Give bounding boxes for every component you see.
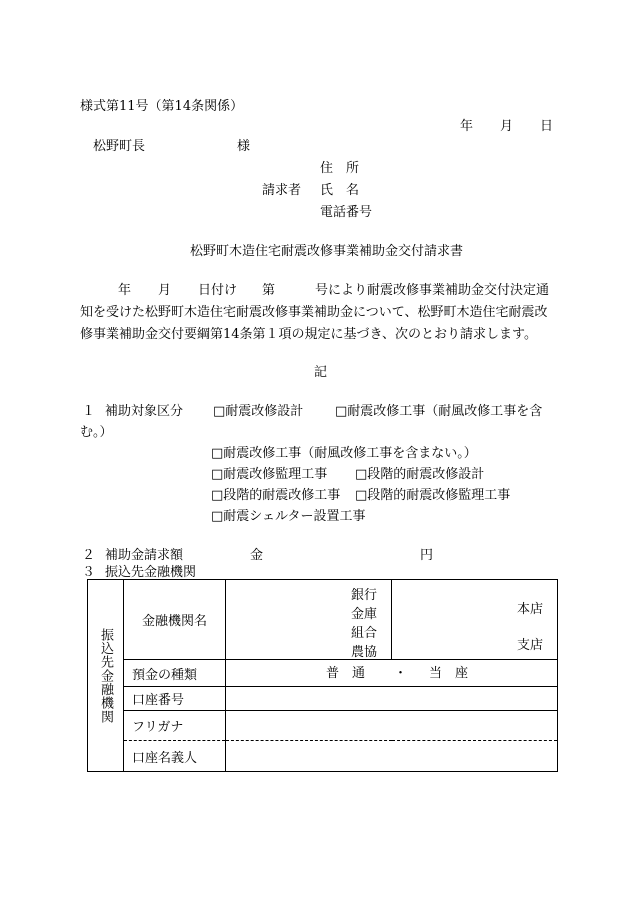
addressee-name: 松野町長 [93,139,146,154]
holder-input[interactable] [226,741,558,772]
institution-types [351,586,377,662]
section1-label: 補助対象区分 [105,404,184,419]
type-kumiai: 組合 [350,626,377,641]
section2-label: 補助金請求額 [105,548,184,563]
bank-side-label: 振込先金融機関 [98,627,113,724]
holder-label: 口座名義人 [132,750,198,766]
branch-cell[interactable] [392,580,558,660]
option-seismic-work-incl-wind-cont: む。） [80,425,113,440]
holder-label-cell [124,741,226,772]
option-seismic-work-incl-wind[interactable]: □耐震改修工事（耐風改修工事を含 [335,404,543,419]
type-nokyo: 農協 [350,645,377,660]
type-shinkin: 金庫 [350,607,377,622]
bank-side-label-cell [88,580,124,772]
body-month: 月 [158,283,172,298]
furigana-label: フリガナ [132,720,184,735]
requester-label: 請求者 [262,183,302,198]
document-title: 松野町木造住宅耐震改修事業補助金交付請求書 [190,244,464,259]
body-date-suffix: 日付け [198,283,238,298]
head-office-label: 本店 [516,602,543,617]
phone-label: 電話番号 [320,205,373,220]
option-staged-work[interactable]: □段階的耐震改修工事 [211,488,341,503]
body-year: 年 [118,283,132,298]
option-seismic-design[interactable]: □耐震改修設計 [213,404,304,419]
deposit-ordinary[interactable]: 普 通 [326,666,366,681]
account-number-input[interactable] [226,687,558,711]
account-number-label: 口座番号 [132,693,185,708]
furigana-label-cell [124,711,226,741]
option-seismic-work-excl-wind[interactable]: □耐震改修工事（耐風改修工事を含まない。） [211,446,477,461]
body-no-prefix: 第 [262,283,276,298]
institution-label-cell [124,580,226,660]
address-label: 住 所 [320,161,360,176]
body-line2: 知を受けた松野町木造住宅耐震改修事業補助金について、松野町木造住宅耐震改 [80,305,548,320]
option-shelter-installation[interactable]: □耐震シェルター設置工事 [211,509,366,524]
deposit-type-value-cell[interactable] [226,660,558,687]
furigana-input[interactable] [226,711,558,741]
account-number-label-cell [124,687,226,711]
deposit-separator: ・ [394,666,408,681]
date-month-label: 月 [500,119,514,134]
institution-label: 金融機関名 [141,614,207,629]
body-line3: 修事業補助金交付要綱第14条第１項の規定に基づき、次のとおり請求します。 [80,327,537,342]
option-staged-design[interactable]: □段階的耐震改修設計 [355,467,485,482]
date-day-label: 日 [540,119,554,134]
section2-unit: 円 [420,548,434,563]
deposit-current[interactable]: 当 座 [429,666,469,681]
bank-table [87,579,558,772]
section3-label: 振込先金融機関 [105,565,197,580]
section3-number: ３ [82,565,96,580]
body-line1-rest: 号により耐震改修事業補助金交付決定通 [315,283,550,298]
deposit-type-label-cell [124,660,226,687]
option-seismic-supervision[interactable]: □耐震改修監理工事 [211,467,328,482]
branch-label: 支店 [516,638,543,653]
section1-number: １ [82,404,96,419]
addressee-honorific: 様 [237,139,251,154]
deposit-type-label: 預金の種類 [132,667,198,683]
section2-number: ２ [82,548,96,563]
name-label: 氏 名 [320,183,360,198]
ki-label: 記 [314,365,328,380]
form-number: 様式第11号（第14条関係） [80,99,244,114]
section2-prefix: 金 [250,548,264,563]
institution-name-cell[interactable] [226,580,392,660]
option-staged-supervision[interactable]: □段階的耐震改修監理工事 [355,488,511,503]
type-bank: 銀行 [350,588,377,603]
date-year-label: 年 [460,119,474,134]
